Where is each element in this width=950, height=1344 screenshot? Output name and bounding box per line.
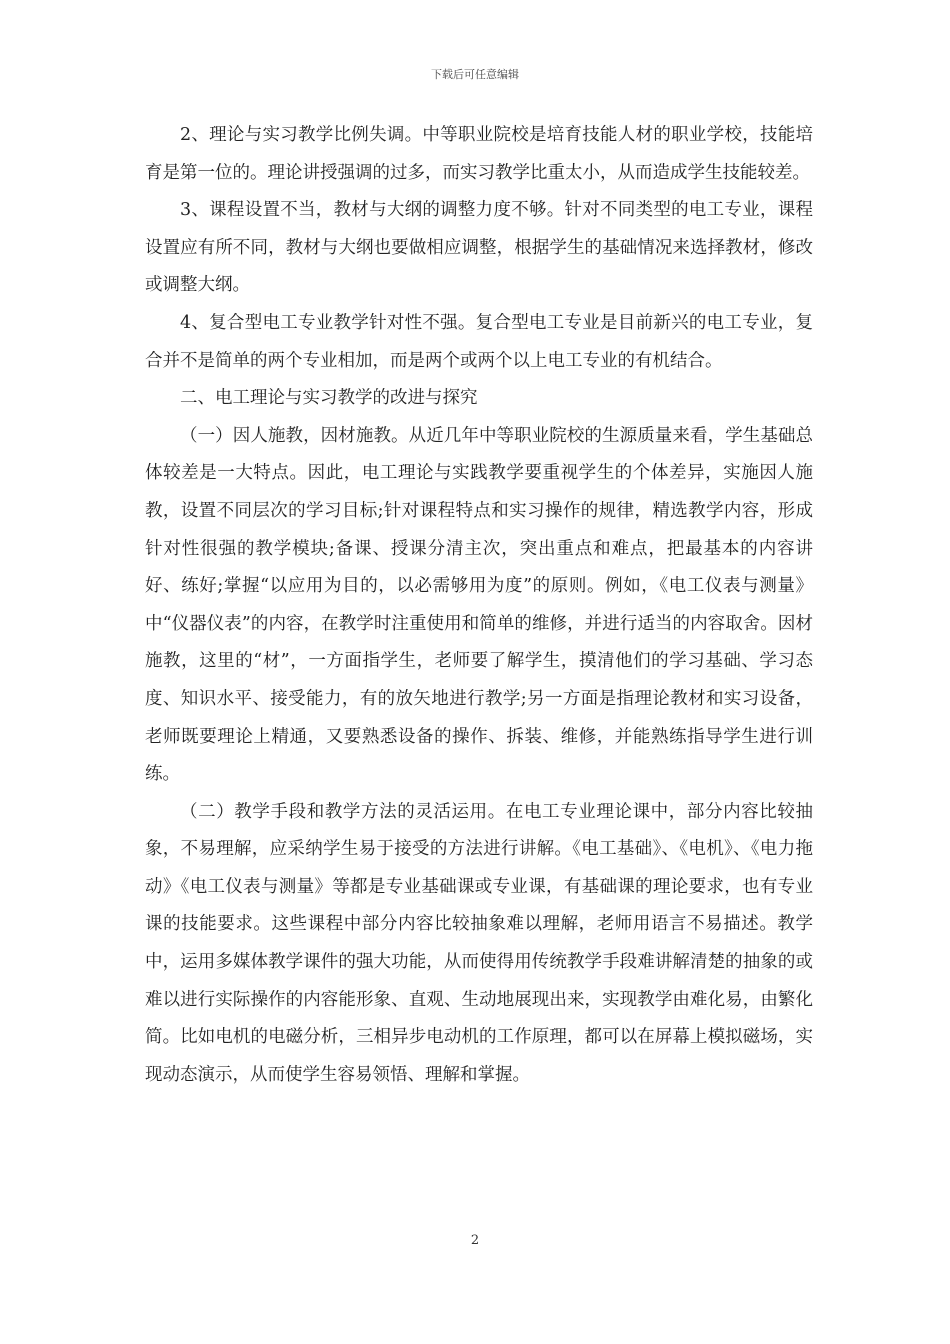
- paragraph-subsection-2: （二）教学手段和教学方法的灵活运用。在电工专业理论课中，部分内容比较抽象，不易理解，应采纳学生易于接受的方法进行讲解。《电工基础》、《电机》、《电力拖动》《电工仪表与测量》等都是专业基础课或专业课，有基础课的理论要求，也有专业课的技能要求。这些课程中部分内容比较抽象难以理解，老师用语言不易描述。教学中，运用多媒体教学课件的强大功能，从而使得用传统教学手段难讲解清楚的抽象的或难以进行实际操作的内容能形象、直观、生动地展现出来，实现教学由难化易，由繁化简。比如电机的电磁分析，三相异步电动机的工作原理，都可以在屏幕上模拟磁场，实现动态演示，从而使学生容易领悟、理解和掌握。: [145, 801, 813, 1085]
- page-header: 下载后可任意编辑: [431, 68, 519, 81]
- paragraph-subsection-1: （一）因人施教，因材施教。从近几年中等职业院校的生源质量来看，学生基础总体较差是一大特点。因此，电工理论与实践教学要重视学生的个体差异，实施因人施教，设置不同层次的学习目标;针对课程特点和实习操作的规律，精选教学内容，形成针对性很强的教学模块;备课、授课分清主次，突出重点和难点，把最基本的内容讲好、练好;掌握“以应用为目的，以必需够用为度”的原则。例如，《电工仪表与测量》中“仪器仪表”的内容，在教学时注重使用和简单的维修，并进行适当的内容取舍。因材施教，这里的“材”，一方面指学生，老师要了解学生，摸清他们的学习基础、学习态度、知识水平、接受能力，有的放矢地进行教学;另一方面是指理论教材和实习设备，老师既要理论上精通，又要熟悉设备的操作、拆装、维修，并能熟练指导学生进行训练。: [145, 425, 813, 785]
- page-number: 2: [470, 1233, 480, 1248]
- document-body: [145, 117, 813, 1094]
- paragraph-point-4: 4、复合型电工专业教学针对性不强。复合型电工专业是目前新兴的电工专业，复合并不是简单的两个专业相加，而是两个或两个以上电工专业的有机结合。: [145, 312, 813, 371]
- section-heading: 二、电工理论与实习教学的改进与探究: [180, 388, 478, 409]
- paragraph-point-2: 2、理论与实习教学比例失调。中等职业院校是培育技能人材的职业学校，技能培育是第一位的。理论讲授强调的过多，而实习教学比重太小，从而造成学生技能较差。: [145, 125, 813, 183]
- paragraph-point-3: 3、课程设置不当，教材与大纲的调整力度不够。针对不同类型的电工专业，课程设置应有所不同，教材与大纲也要做相应调整，根据学生的基础情况来选择教材，修改或调整大纲。: [145, 200, 813, 296]
